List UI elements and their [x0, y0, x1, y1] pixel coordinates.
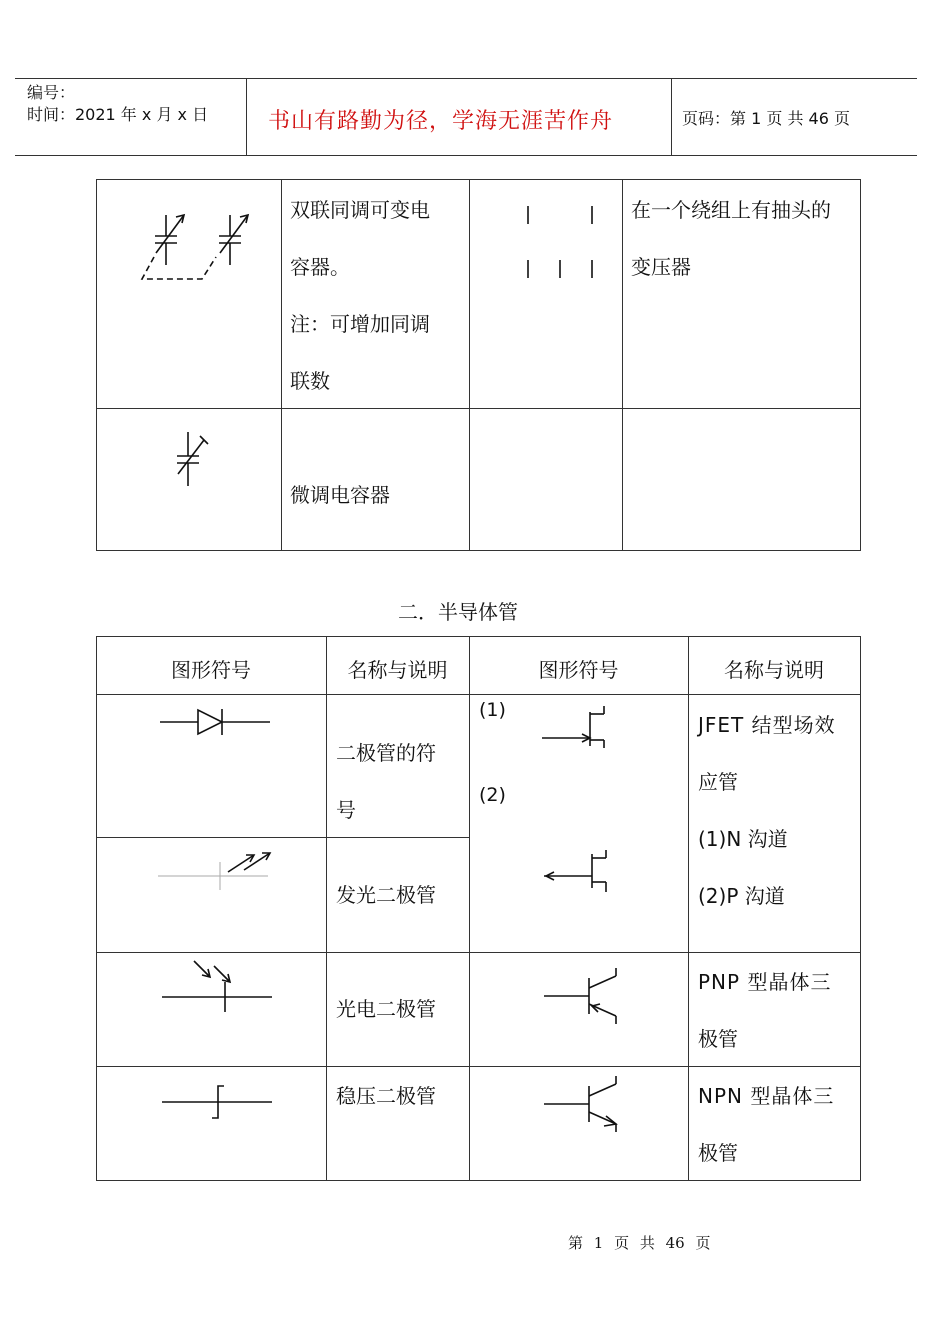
npn-desc-1: NPN 型晶体三	[698, 1084, 835, 1108]
header-motto: 书山有路勤为径，学海无涯苦作舟	[268, 109, 614, 134]
pnp-desc-2: 极管	[698, 1027, 738, 1051]
trimmer-capacitor-desc: 微调电容器	[290, 483, 390, 507]
header-page-info: 页码：第 1 页 共 46 页	[682, 109, 850, 128]
jfet-desc-4: (2)P 沟道	[698, 884, 785, 908]
tapped-transformer-icon	[520, 202, 600, 282]
diode-name-1: 二极管的符	[336, 741, 436, 765]
header-symbol-2: 图形符号	[538, 658, 619, 682]
n-channel-jfet-icon	[542, 706, 612, 750]
tapped-transformer-desc-2: 变压器	[631, 255, 691, 279]
jfet-marker-1: (1)	[479, 699, 506, 721]
header-bottom-rule	[15, 155, 917, 156]
section-title: 二．半导体管	[398, 600, 518, 624]
diode-icon	[160, 706, 272, 740]
npn-transistor-icon	[544, 1074, 624, 1134]
led-icon	[158, 850, 278, 895]
header-top-rule	[15, 78, 917, 79]
document-time: 时间：2021 年 x 月 x 日	[27, 105, 209, 124]
jfet-desc-3: (1)N 沟道	[698, 827, 788, 851]
jfet-marker-2: (2)	[479, 784, 506, 806]
p-channel-jfet-icon	[544, 850, 614, 894]
page-footer: 第 1 页 共 46 页	[568, 1234, 711, 1252]
header-symbol-1: 图形符号	[171, 658, 251, 682]
pnp-desc-1: PNP 型晶体三	[698, 970, 832, 994]
ganged-capacitor-desc-1: 双联同调可变电	[290, 198, 430, 222]
photodiode-icon	[162, 958, 274, 1016]
tapped-transformer-desc-1: 在一个绕组上有抽头的	[631, 198, 831, 222]
ganged-variable-capacitor-icon	[138, 205, 258, 290]
pnp-transistor-icon	[544, 966, 624, 1026]
ganged-capacitor-desc-4: 联数	[290, 369, 330, 393]
header-divider-1	[246, 78, 247, 156]
photodiode-name: 光电二极管	[336, 997, 436, 1021]
header-name-1: 名称与说明	[347, 658, 448, 682]
trimmer-capacitor-icon	[170, 430, 220, 492]
ganged-capacitor-desc-2: 容器。	[290, 255, 350, 279]
zener-diode-icon	[162, 1082, 274, 1122]
diode-name-2: 号	[336, 798, 356, 822]
header-name-2: 名称与说明	[724, 658, 824, 682]
jfet-desc-2: 应管	[698, 770, 738, 794]
document-number-label: 编号：	[27, 83, 76, 102]
npn-desc-2: 极管	[698, 1141, 738, 1165]
jfet-desc-1: JFET 结型场效	[698, 713, 836, 737]
zener-diode-name: 稳压二极管	[336, 1084, 436, 1108]
led-name: 发光二极管	[336, 883, 436, 907]
header-divider-2	[671, 78, 672, 156]
ganged-capacitor-desc-3: 注：可增加同调	[290, 312, 430, 336]
